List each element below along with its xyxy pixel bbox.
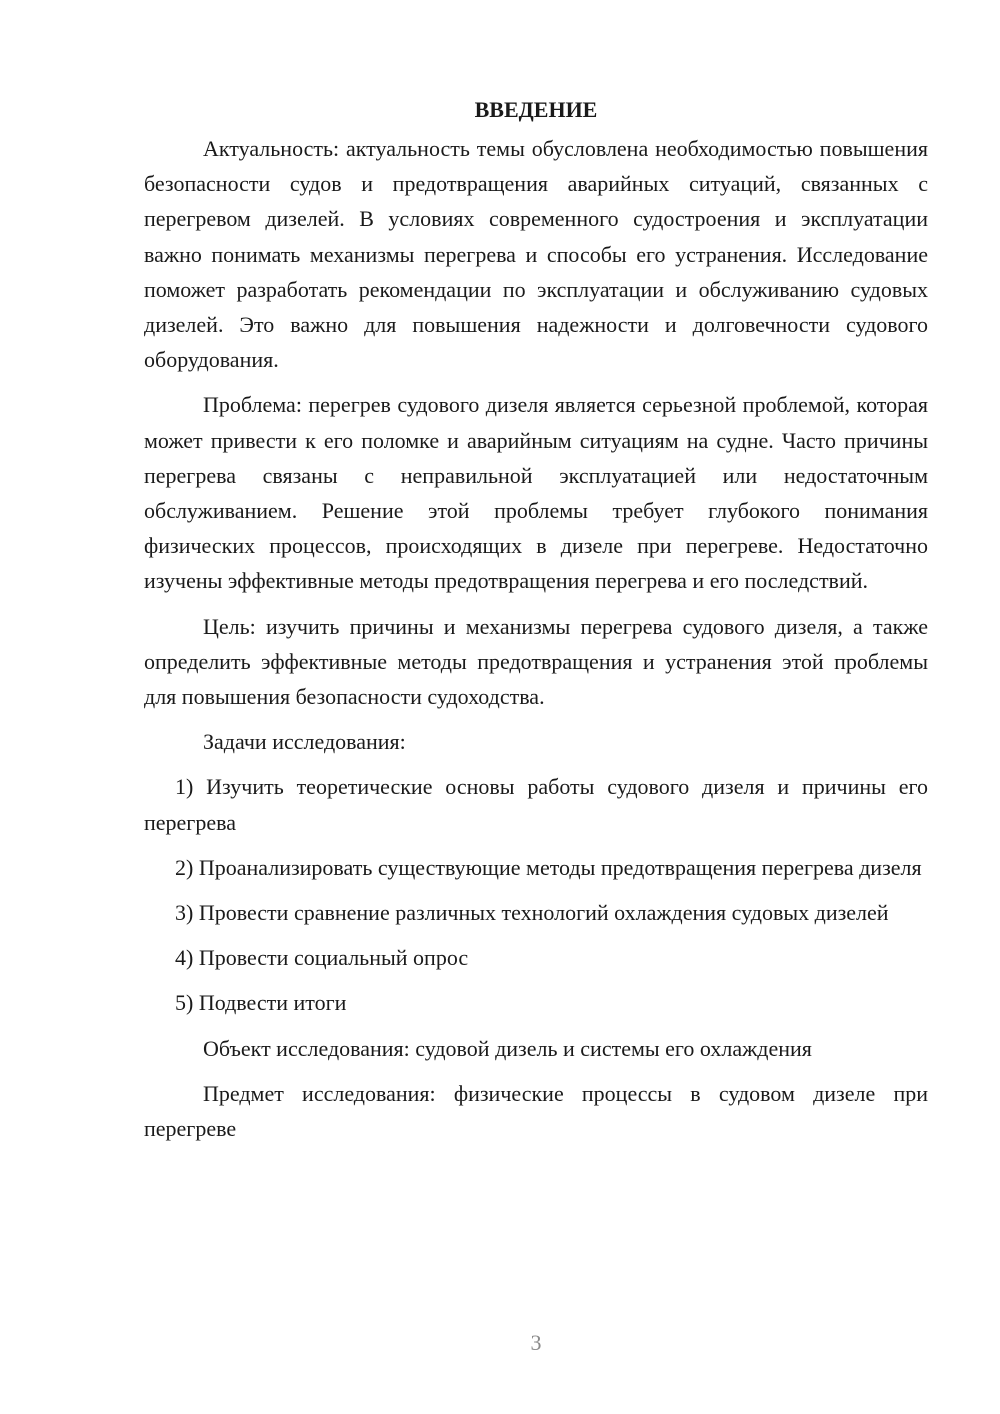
list-item: 1) Изучить теоретические основы работы судового дизеля и причины его перегрева <box>144 774 928 835</box>
page-title: ВВЕДЕНИЕ <box>474 97 598 122</box>
goal-paragraph: Цель: изучить причины и механизмы перегрева судового дизеля, а также определить эффективные методы предотвращения и устранения этой проблемы для повышения безопасности судоходства. <box>144 613 928 710</box>
relevance-paragraph: Актуальность: актуальность темы обусловлена необходимостью повышения безопасности судов и предотвращения аварийных ситуаций, связанных с перегревом дизелей. В условиях современного судостроения и эксплуатации важно понимать механизмы перегрева и способы его устранения. Исследование поможет разработать рекомендации по эксплуатации и обслуживанию судовых дизелей. Это важно для повышения надежности и долговечности судового оборудования. <box>144 136 928 373</box>
list-item: 2) Проанализировать существующие методы предотвращения перегрева дизеля <box>175 854 922 880</box>
list-item: 5) Подвести итоги <box>175 990 347 1016</box>
page-number: 3 <box>530 1330 542 1355</box>
tasks-heading: Задачи исследования: <box>203 729 406 755</box>
list-item: 3) Провести сравнение различных технологий охлаждения судовых дизелей <box>175 900 889 926</box>
list-item: 4) Провести социальный опрос <box>175 945 469 971</box>
object-paragraph: Объект исследования: судовой дизель и системы его охлаждения <box>203 1035 812 1061</box>
tasks-list <box>144 769 928 1020</box>
document-page <box>144 92 928 1156</box>
subject-paragraph: Предмет исследования: физические процессы в судовом дизеле при перегреве <box>144 1080 928 1142</box>
problem-paragraph: Проблема: перегрев судового дизеля является серьезной проблемой, которая может привести к его поломке и аварийным ситуациям на судне. Часто причины перегрева связаны с неправильной эксплуатацией или недостаточным обслуживанием. Решение этой проблемы требует глубокого понимания физических процессов, происходящих в дизеле при перегреве. Недостаточно изучены эффективные методы предотвращения перегрева и его последствий. <box>144 392 928 594</box>
